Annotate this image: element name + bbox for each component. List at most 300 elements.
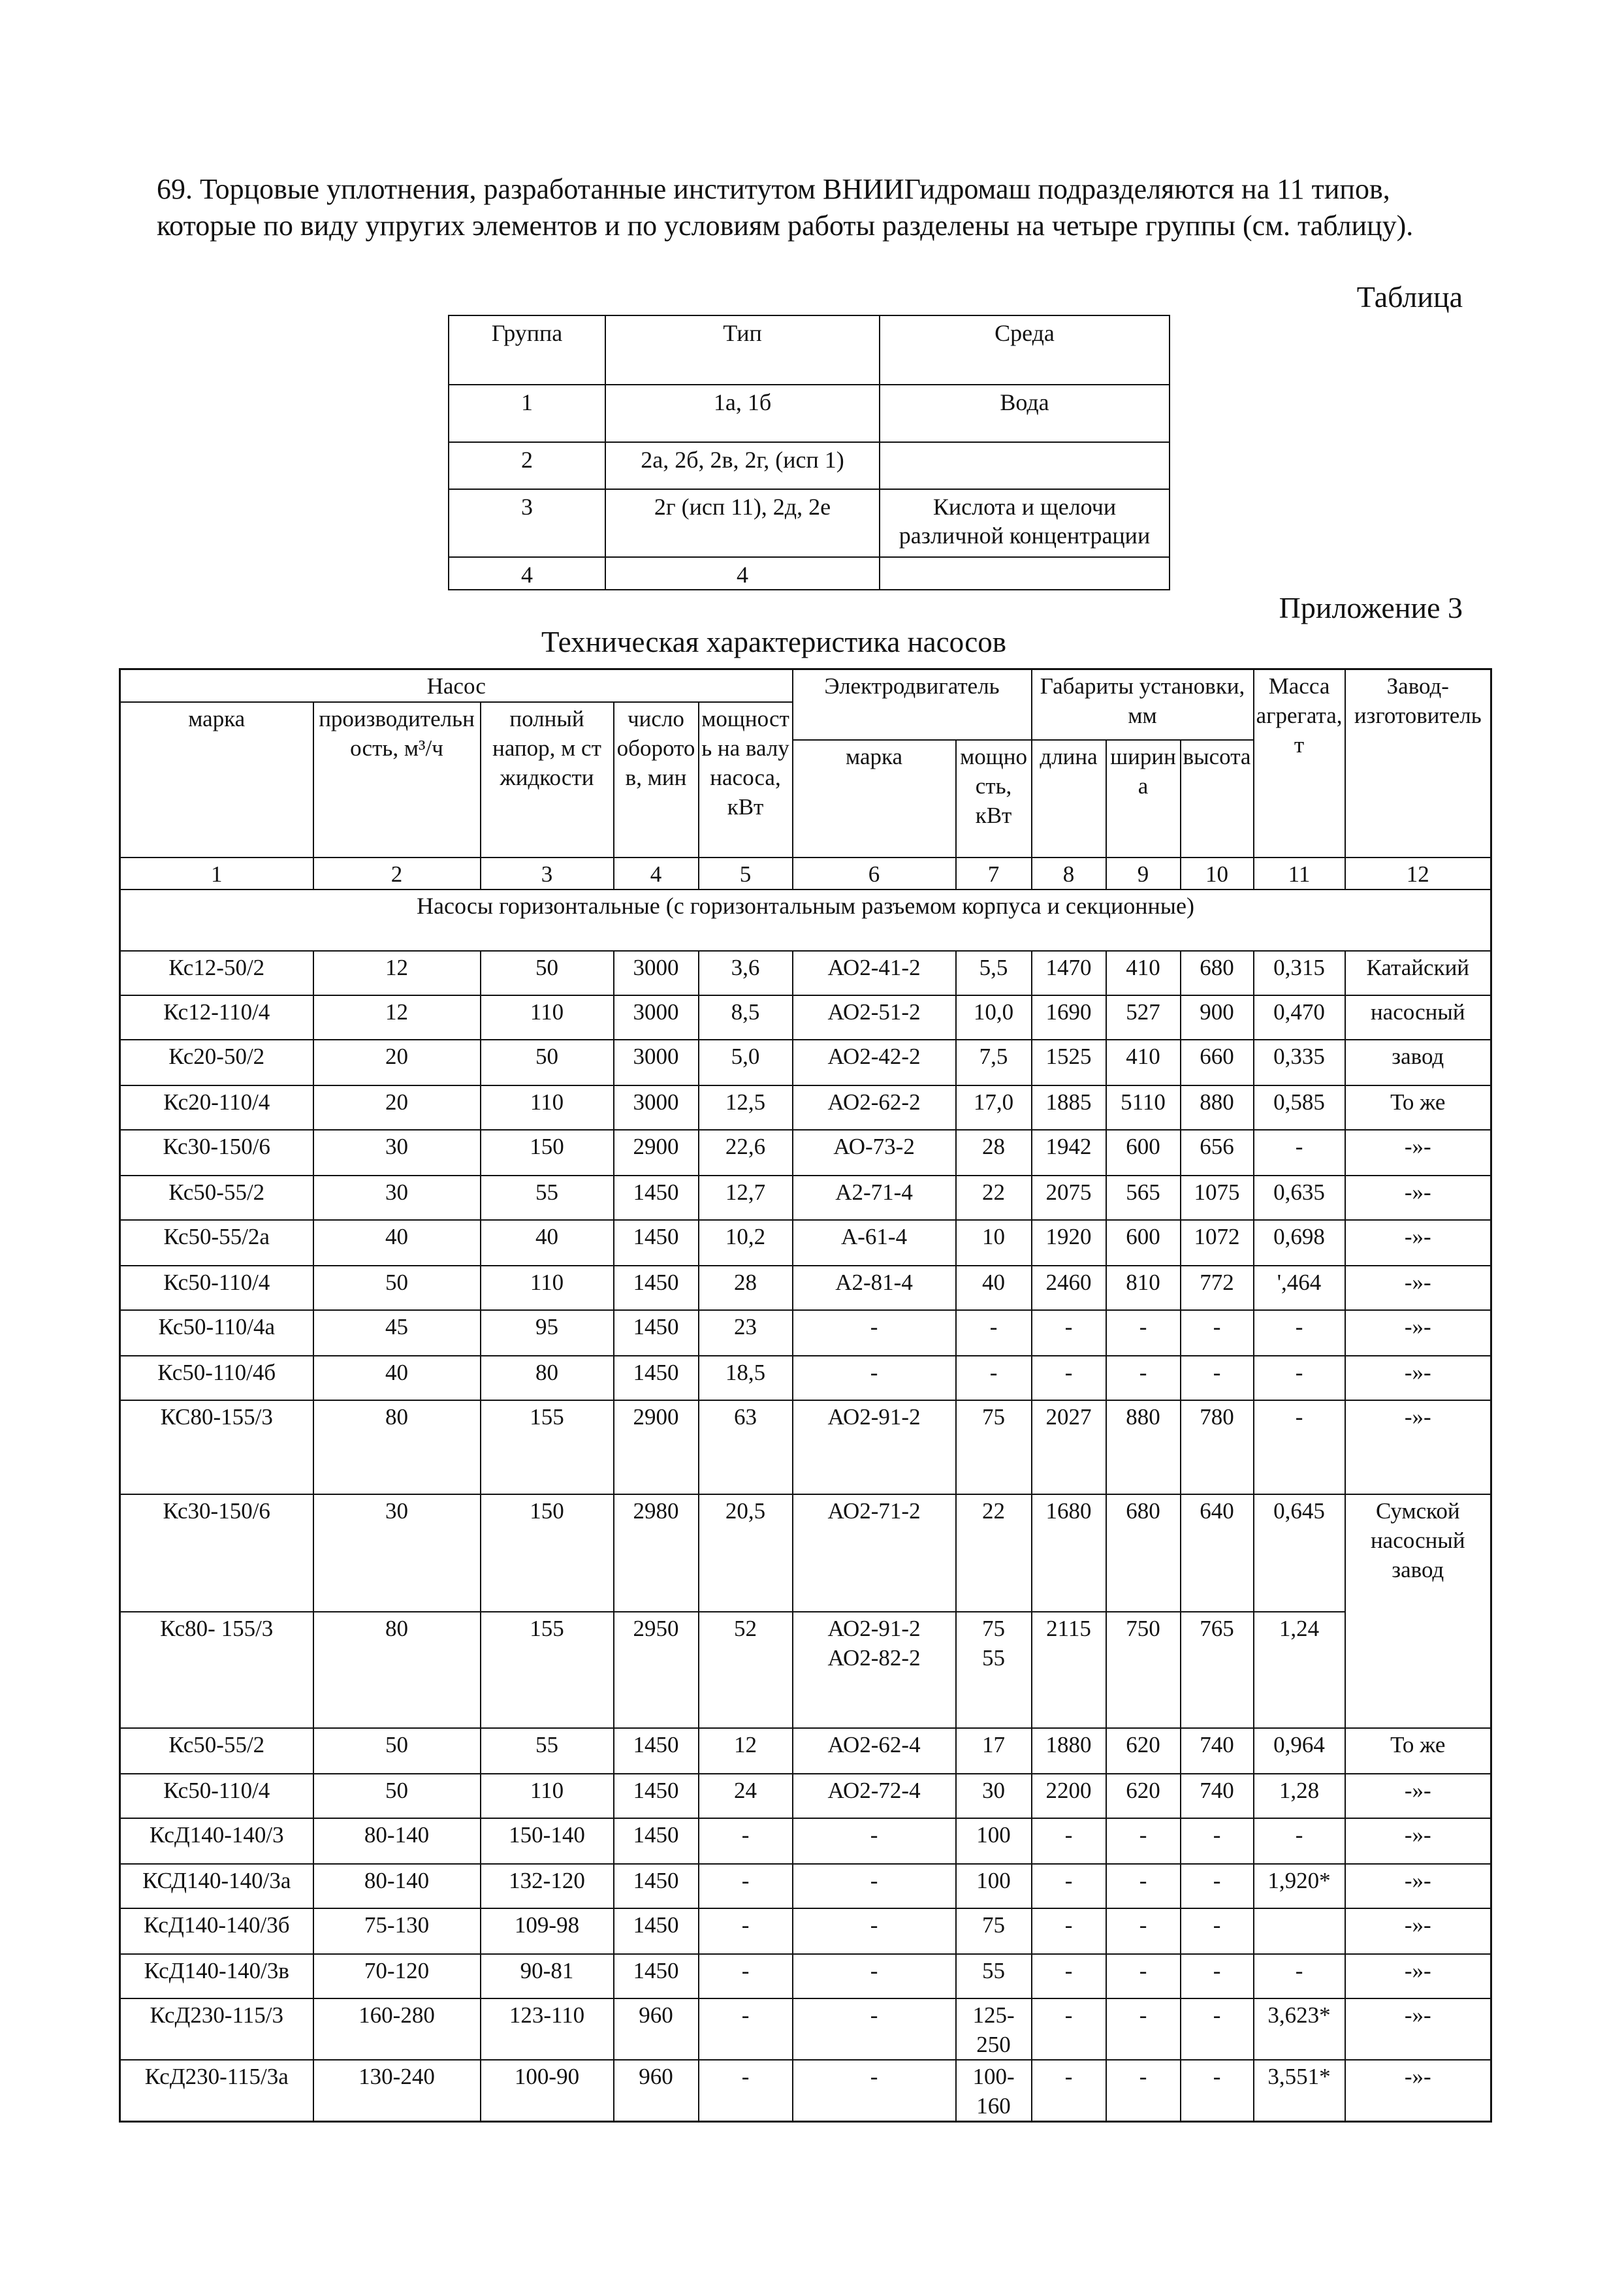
- table-cell: 40: [313, 1220, 481, 1266]
- table-cell: -: [1032, 1864, 1106, 1908]
- table-cell: завод: [1345, 1040, 1491, 1085]
- table-cell: 2а, 2б, 2в, 2г, (исп 1): [605, 442, 880, 489]
- header-medium: Среда: [880, 315, 1170, 385]
- header-manufacturer: Завод-изготовитель: [1345, 669, 1491, 858]
- table-cell: 55: [956, 1954, 1032, 1998]
- table-cell: КсД140-140/3б: [120, 1908, 313, 1954]
- header-shaft-power: мощность на валу насоса, кВт: [699, 702, 793, 858]
- table-cell: 1450: [614, 1266, 699, 1310]
- table-cell: 20: [313, 1085, 481, 1130]
- table-cell: 75: [956, 1908, 1032, 1954]
- table-cell: 150: [481, 1130, 614, 1176]
- table-cell: 620: [1106, 1728, 1181, 1774]
- col-number: 8: [1032, 858, 1106, 890]
- table-cell: -: [1032, 1818, 1106, 1864]
- table-cell: АО2-42-2: [793, 1040, 956, 1085]
- table-cell: 75 55: [956, 1612, 1032, 1728]
- table-cell: 95: [481, 1310, 614, 1356]
- table-cell: 2115: [1032, 1612, 1106, 1728]
- table-cell: 2950: [614, 1612, 699, 1728]
- table-cell: КсД230-115/3: [120, 1998, 313, 2060]
- col-number: 4: [614, 858, 699, 890]
- table-cell: -»-: [1345, 1774, 1491, 1818]
- table-cell: 900: [1181, 995, 1254, 1040]
- table-cell: 20: [313, 1040, 481, 1085]
- table-cell: 3000: [614, 1085, 699, 1130]
- table-cell: 12,5: [699, 1085, 793, 1130]
- table-cell: -: [1032, 2060, 1106, 2122]
- table-cell: 1450: [614, 1818, 699, 1864]
- table-cell: 109-98: [481, 1908, 614, 1954]
- table-cell: 656: [1181, 1130, 1254, 1176]
- table-cell: насосный: [1345, 995, 1491, 1040]
- table-cell: 90-81: [481, 1954, 614, 1998]
- table-cell: -: [1106, 1998, 1181, 2060]
- table-cell: 123-110: [481, 1998, 614, 2060]
- table-row: [120, 995, 1491, 1040]
- table-cell: 660: [1181, 1040, 1254, 1085]
- table-cell: 40: [313, 1356, 481, 1400]
- table-row: [120, 1612, 1491, 1728]
- table-cell: 132-120: [481, 1864, 614, 1908]
- table-cell: -: [793, 1998, 956, 2060]
- table-cell: КсД230-115/3а: [120, 2060, 313, 2122]
- table-cell: -: [1181, 1356, 1254, 1400]
- table-cell: -»-: [1345, 1998, 1491, 2060]
- table-cell: А2-71-4: [793, 1176, 956, 1220]
- table-cell: -: [1181, 1818, 1254, 1864]
- table-cell: 2900: [614, 1130, 699, 1176]
- table-cell: 20,5: [699, 1494, 793, 1612]
- col-number: 6: [793, 858, 956, 890]
- table-cell: 4: [449, 557, 605, 590]
- table-cell: -: [793, 1310, 956, 1356]
- table-cell: 780: [1181, 1400, 1254, 1494]
- table-cell: 10,2: [699, 1220, 793, 1266]
- table-row: [120, 1908, 1491, 1954]
- col-number: 7: [956, 858, 1032, 890]
- table-cell: АО2-62-2: [793, 1085, 956, 1130]
- table-cell: 2г (исп 11), 2д, 2е: [605, 489, 880, 557]
- table-cell: -: [1032, 1908, 1106, 1954]
- table-cell: 4: [605, 557, 880, 590]
- table-cell: Кс12-110/4: [120, 995, 313, 1040]
- table-cell: 75-130: [313, 1908, 481, 1954]
- col-number: 3: [481, 858, 614, 890]
- table-cell: А2-81-4: [793, 1266, 956, 1310]
- table-cell: 0,585: [1254, 1085, 1345, 1130]
- table-cell: 960: [614, 1998, 699, 2060]
- table-cell: 110: [481, 1266, 614, 1310]
- header-motor: Электродвигатель: [793, 669, 1032, 740]
- table-cell: 1450: [614, 1728, 699, 1774]
- table-cell: -»-: [1345, 1220, 1491, 1266]
- table-caption: Таблица: [1356, 280, 1463, 313]
- table-cell: 22,6: [699, 1130, 793, 1176]
- table-cell: 1690: [1032, 995, 1106, 1040]
- table-cell: 5110: [1106, 1085, 1181, 1130]
- header-width: ширина: [1106, 740, 1181, 858]
- table-cell: 1880: [1032, 1728, 1106, 1774]
- table-cell: Катайский: [1345, 951, 1491, 995]
- table-row: [120, 1130, 1491, 1176]
- table-cell: -: [1032, 1356, 1106, 1400]
- table-cell: 680: [1106, 1494, 1181, 1612]
- table-cell: 3000: [614, 951, 699, 995]
- table-row: [120, 2060, 1491, 2122]
- table-cell: 17,0: [956, 1085, 1032, 1130]
- table-cell: 100-90: [481, 2060, 614, 2122]
- table-row: [120, 1864, 1491, 1908]
- table-cell: -: [1181, 2060, 1254, 2122]
- table-cell: Кс12-50/2: [120, 951, 313, 995]
- table-cell: 3,6: [699, 951, 793, 995]
- table-cell: 3,551*: [1254, 2060, 1345, 2122]
- table-cell: -: [1254, 1130, 1345, 1176]
- table-cell: 410: [1106, 1040, 1181, 1085]
- section-title: Насосы горизонтальные (с горизонтальным разъемом корпуса и секционные): [120, 890, 1491, 951]
- table-cell: 1470: [1032, 951, 1106, 995]
- table-cell: 880: [1181, 1085, 1254, 1130]
- table-cell: 24: [699, 1774, 793, 1818]
- table-cell: Кс50-110/4: [120, 1774, 313, 1818]
- table-cell: Кс30-150/6: [120, 1494, 313, 1612]
- table-cell: -: [1032, 1998, 1106, 2060]
- header-mark: марка: [120, 702, 313, 858]
- table-cell: -: [699, 1864, 793, 1908]
- table-cell: 52: [699, 1612, 793, 1728]
- table-cell: -: [1106, 1954, 1181, 1998]
- table-row: [120, 1818, 1491, 1864]
- table-cell: 880: [1106, 1400, 1181, 1494]
- table-cell: -: [1181, 1908, 1254, 1954]
- table-cell: Кс80- 155/3: [120, 1612, 313, 1728]
- table-row: [120, 1310, 1491, 1356]
- table-cell: КСД140-140/3а: [120, 1864, 313, 1908]
- table-cell: 12: [313, 951, 481, 995]
- table-cell: -»-: [1345, 1130, 1491, 1176]
- table-cell: 750: [1106, 1612, 1181, 1728]
- header-mass: Масса агрегата, т: [1254, 669, 1345, 858]
- table-cell: -: [1106, 2060, 1181, 2122]
- table-cell: Кс50-55/2: [120, 1728, 313, 1774]
- table-cell: 600: [1106, 1220, 1181, 1266]
- header-head: полный напор, м ст жидкости: [481, 702, 614, 858]
- table-cell: Кс50-110/4б: [120, 1356, 313, 1400]
- table-cell: -: [1181, 1954, 1254, 1998]
- table-cell: 50: [481, 951, 614, 995]
- table-cell: 527: [1106, 995, 1181, 1040]
- table-cell: 150-140: [481, 1818, 614, 1864]
- table-cell: КсД140-140/3: [120, 1818, 313, 1864]
- table-cell: 2900: [614, 1400, 699, 1494]
- table-cell: 0,470: [1254, 995, 1345, 1040]
- table-cell: 1942: [1032, 1130, 1106, 1176]
- table-cell: 1450: [614, 1908, 699, 1954]
- table-cell: -: [1106, 1818, 1181, 1864]
- table-cell: 80: [313, 1612, 481, 1728]
- table-cell: 810: [1106, 1266, 1181, 1310]
- table-cell: -: [1032, 1954, 1106, 1998]
- header-group: Группа: [449, 315, 605, 385]
- col-number: 9: [1106, 858, 1181, 890]
- table-cell: [880, 557, 1170, 590]
- table-cell: 80-140: [313, 1818, 481, 1864]
- table-cell: 1920: [1032, 1220, 1106, 1266]
- table-cell: 80: [313, 1400, 481, 1494]
- table-cell: 740: [1181, 1774, 1254, 1818]
- table-cell: Кс30-150/6: [120, 1130, 313, 1176]
- table-cell: 55: [481, 1728, 614, 1774]
- table-cell: 28: [699, 1266, 793, 1310]
- table-cell: 740: [1181, 1728, 1254, 1774]
- col-number: 1: [120, 858, 313, 890]
- table-cell: -»-: [1345, 1356, 1491, 1400]
- table-cell: 1450: [614, 1310, 699, 1356]
- table-cell: -»-: [1345, 1954, 1491, 1998]
- table-row: [120, 1176, 1491, 1220]
- table-cell: 50: [313, 1728, 481, 1774]
- table-cell: То же: [1345, 1085, 1491, 1130]
- table-cell: Кс50-55/2а: [120, 1220, 313, 1266]
- table-cell: 1450: [614, 1954, 699, 1998]
- table-cell: АО2-51-2: [793, 995, 956, 1040]
- header-type: Тип: [605, 315, 880, 385]
- table-cell: 45: [313, 1310, 481, 1356]
- table-cell: -: [956, 1356, 1032, 1400]
- table-cell: 410: [1106, 951, 1181, 995]
- table-cell: 2980: [614, 1494, 699, 1612]
- table-cell: 70-120: [313, 1954, 481, 1998]
- table-row: [120, 1220, 1491, 1266]
- table-cell: 2460: [1032, 1266, 1106, 1310]
- table-cell: 2075: [1032, 1176, 1106, 1220]
- table-cell: АО2-72-4: [793, 1774, 956, 1818]
- table-cell: 50: [481, 1040, 614, 1085]
- table-cell: 22: [956, 1494, 1032, 1612]
- table-cell: 100: [956, 1864, 1032, 1908]
- table-cell: КС80-155/3: [120, 1400, 313, 1494]
- table-cell: АО-73-2: [793, 1130, 956, 1176]
- table-cell: -: [1254, 1356, 1345, 1400]
- table-cell: 12: [699, 1728, 793, 1774]
- table-cell: 100: [956, 1818, 1032, 1864]
- pump-table-title: Техническая характеристика насосов: [541, 626, 1006, 658]
- col-number: 11: [1254, 858, 1345, 890]
- table-cell: -: [1181, 1310, 1254, 1356]
- table-cell: 2200: [1032, 1774, 1106, 1818]
- table-cell: 50: [313, 1266, 481, 1310]
- table-row: [120, 1998, 1491, 2060]
- table-cell: Вода: [880, 385, 1170, 442]
- table-cell: 1450: [614, 1356, 699, 1400]
- table-cell: АО2-91-2 АО2-82-2: [793, 1612, 956, 1728]
- table-cell: -»-: [1345, 1818, 1491, 1864]
- table-cell: 960: [614, 2060, 699, 2122]
- table-cell: -: [956, 1310, 1032, 1356]
- table-row: [120, 1356, 1491, 1400]
- table-cell: 30: [313, 1176, 481, 1220]
- table-cell: 1525: [1032, 1040, 1106, 1085]
- table-cell: 50: [313, 1774, 481, 1818]
- table-cell: АО2-91-2: [793, 1400, 956, 1494]
- appendix-label: Приложение 3: [1279, 591, 1463, 624]
- table-cell: Кс20-110/4: [120, 1085, 313, 1130]
- table-cell: -: [1106, 1356, 1181, 1400]
- col-number: 10: [1181, 858, 1254, 890]
- table-cell: 155: [481, 1612, 614, 1728]
- table-row: [120, 1774, 1491, 1818]
- table-cell: 1450: [614, 1176, 699, 1220]
- table-cell: АО2-62-4: [793, 1728, 956, 1774]
- table-row: [120, 1494, 1491, 1612]
- table-cell: -»-: [1345, 1310, 1491, 1356]
- table-cell: 7,5: [956, 1040, 1032, 1085]
- table-cell: 30: [313, 1494, 481, 1612]
- table-cell: 40: [956, 1266, 1032, 1310]
- table-cell: 1450: [614, 1774, 699, 1818]
- table-cell: -: [793, 1356, 956, 1400]
- table-cell: 2: [449, 442, 605, 489]
- table-cell: 22: [956, 1176, 1032, 1220]
- table-cell: 110: [481, 1085, 614, 1130]
- table-cell: Кс50-110/4а: [120, 1310, 313, 1356]
- table-cell: 0,635: [1254, 1176, 1345, 1220]
- table-cell: -: [699, 1954, 793, 1998]
- table-cell: 10: [956, 1220, 1032, 1266]
- table-cell: 5,5: [956, 951, 1032, 995]
- table-cell: [1254, 1908, 1345, 1954]
- table-cell: 18,5: [699, 1356, 793, 1400]
- table-cell: -: [793, 1818, 956, 1864]
- table-cell: 75: [956, 1400, 1032, 1494]
- table-cell: -: [1254, 1400, 1345, 1494]
- header-rpm: число оборотов, мин: [614, 702, 699, 858]
- table-cell: 0,964: [1254, 1728, 1345, 1774]
- table-cell: 30: [956, 1774, 1032, 1818]
- table-cell: 680: [1181, 951, 1254, 995]
- table-cell: 2027: [1032, 1400, 1106, 1494]
- table-cell: 5,0: [699, 1040, 793, 1085]
- header-pump: Насос: [120, 669, 793, 702]
- table-cell: -: [793, 1908, 956, 1954]
- table-cell: 1,28: [1254, 1774, 1345, 1818]
- table-cell: 1885: [1032, 1085, 1106, 1130]
- table-cell: 600: [1106, 1130, 1181, 1176]
- table-cell: 150: [481, 1494, 614, 1612]
- table-cell: 1072: [1181, 1220, 1254, 1266]
- table-cell: 12: [313, 995, 481, 1040]
- table-cell: 100-160: [956, 2060, 1032, 2122]
- table-cell: 1450: [614, 1864, 699, 1908]
- table-cell: -: [699, 1818, 793, 1864]
- table-cell: -: [1181, 1998, 1254, 2060]
- pump-specs-table: [119, 668, 1492, 2123]
- table-cell: 1а, 1б: [605, 385, 880, 442]
- table-cell: 28: [956, 1130, 1032, 1176]
- table-cell: -»-: [1345, 1864, 1491, 1908]
- table-cell: 12,7: [699, 1176, 793, 1220]
- table-cell: 8,5: [699, 995, 793, 1040]
- table-row: [120, 1266, 1491, 1310]
- table-cell: [880, 442, 1170, 489]
- table-cell: Кс50-110/4: [120, 1266, 313, 1310]
- header-height: высота: [1181, 740, 1254, 858]
- table-row: [120, 1954, 1491, 1998]
- table-cell: Сумской насосный завод: [1345, 1494, 1491, 1728]
- header-dimensions: Габариты установки, мм: [1032, 669, 1254, 740]
- table-cell: 620: [1106, 1774, 1181, 1818]
- table-cell: -»-: [1345, 1176, 1491, 1220]
- table-row: [120, 1085, 1491, 1130]
- table-row: [120, 1400, 1491, 1494]
- table-cell: -: [1254, 1954, 1345, 1998]
- table-cell: ',464: [1254, 1266, 1345, 1310]
- table-cell: -»-: [1345, 1400, 1491, 1494]
- table-cell: 1450: [614, 1220, 699, 1266]
- table-cell: 160-280: [313, 1998, 481, 2060]
- table-row: [120, 1040, 1491, 1085]
- table-cell: -: [699, 1908, 793, 1954]
- table-cell: 1075: [1181, 1176, 1254, 1220]
- table-cell: 772: [1181, 1266, 1254, 1310]
- table-cell: А-61-4: [793, 1220, 956, 1266]
- header-motor-mark: марка: [793, 740, 956, 858]
- table-cell: 125-250: [956, 1998, 1032, 2060]
- table-cell: 565: [1106, 1176, 1181, 1220]
- table-cell: 765: [1181, 1612, 1254, 1728]
- table-cell: -: [793, 1954, 956, 1998]
- table-cell: -: [1032, 1310, 1106, 1356]
- table-cell: 80: [481, 1356, 614, 1400]
- table-cell: -: [1254, 1310, 1345, 1356]
- table-cell: Кс20-50/2: [120, 1040, 313, 1085]
- intro-paragraph: 69. Торцовые уплотнения, разработанные институтом ВНИИГидромаш подразделяются на 11 типов, которые по виду упругих элементов и по условиям работы разделены на четыре группы (см. таблицу).: [157, 173, 1414, 242]
- table-cell: -: [1106, 1310, 1181, 1356]
- table-cell: 110: [481, 1774, 614, 1818]
- table-cell: -»-: [1345, 1908, 1491, 1954]
- col-number: 2: [313, 858, 481, 890]
- table-row: [120, 951, 1491, 995]
- table-cell: 23: [699, 1310, 793, 1356]
- table-cell: 155: [481, 1400, 614, 1494]
- table-cell: 3: [449, 489, 605, 557]
- table-cell: -»-: [1345, 1266, 1491, 1310]
- table-cell: 0,645: [1254, 1494, 1345, 1612]
- table-cell: 17: [956, 1728, 1032, 1774]
- table-cell: 130-240: [313, 2060, 481, 2122]
- table-cell: 3000: [614, 1040, 699, 1085]
- table-cell: То же: [1345, 1728, 1491, 1774]
- table-cell: 1680: [1032, 1494, 1106, 1612]
- table-cell: 1,24: [1254, 1612, 1345, 1728]
- table-cell: -: [699, 2060, 793, 2122]
- table-cell: 110: [481, 995, 614, 1040]
- table-cell: 3000: [614, 995, 699, 1040]
- table-cell: 0,698: [1254, 1220, 1345, 1266]
- table-cell: 3,623*: [1254, 1998, 1345, 2060]
- table-cell: -: [793, 2060, 956, 2122]
- table-cell: 1: [449, 385, 605, 442]
- header-motor-power: мощность, кВт: [956, 740, 1032, 858]
- table-cell: 40: [481, 1220, 614, 1266]
- table-cell: 10,0: [956, 995, 1032, 1040]
- table-cell: -»-: [1345, 2060, 1491, 2122]
- header-capacity: производительность, м³/ч: [313, 702, 481, 858]
- table-cell: -: [1106, 1864, 1181, 1908]
- col-number: 12: [1345, 858, 1491, 890]
- table-cell: КсД140-140/3в: [120, 1954, 313, 1998]
